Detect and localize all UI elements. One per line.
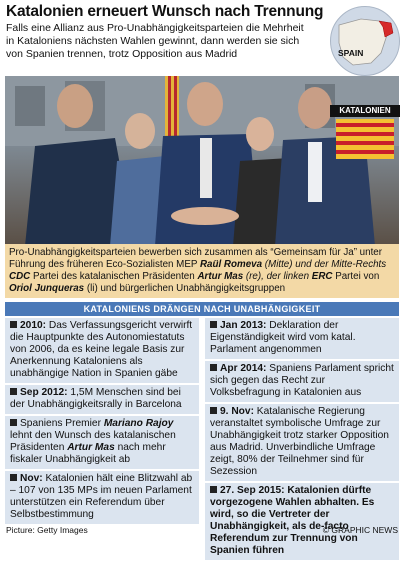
timeline-entry	[205, 318, 399, 359]
caption-text: Partei des katalanischen Präsidenten	[30, 271, 198, 282]
photo-caption	[5, 244, 399, 298]
caption-text: (re), der linken	[243, 271, 312, 282]
bullet-square-icon	[10, 388, 17, 395]
timeline-entry	[5, 318, 199, 383]
bullet-square-icon	[10, 419, 17, 426]
entry-date: Sep 2012:	[20, 387, 68, 398]
entry-date: 27. Sep 2015:	[220, 485, 285, 496]
timeline-entry	[5, 416, 199, 469]
entry-date: Jan 2013:	[220, 320, 267, 331]
entry-text: lehnt den Wunsch des katalanischen Präsidenten	[10, 430, 176, 453]
timeline-entry	[205, 483, 399, 560]
timeline-entry	[205, 404, 399, 481]
bullet-square-icon	[210, 321, 217, 328]
caption-text: Partei von	[332, 271, 380, 282]
bullet-square-icon	[10, 321, 17, 328]
entry-text: 1,5M Menschen sind bei der Unabhängigkeitsrally in Barcelona	[10, 387, 182, 410]
entry-date: 9. Nov:	[220, 406, 254, 417]
entry-name-mas: Artur Mas	[67, 442, 115, 453]
entry-text: Katalonien dürfte vorgezogene Wahlen abhalten. Es wird, so die Vertreter der Unabhängigkeit, als de-facto Referendum zur Trennung von Spanien führen	[210, 485, 375, 556]
entry-date: Nov:	[20, 473, 43, 484]
entry-text: Katalonien hält eine Blitzwahl ab – 107 von 135 MPs im neuen Parlament unterstützen ein Referendum über Selbstbestimmung	[10, 473, 193, 520]
entry-date: 2010:	[20, 320, 47, 331]
catalan-flag-icon	[336, 119, 394, 159]
caption-party-cdc: CDC	[9, 271, 31, 282]
caption-name-mas: Artur Mas	[197, 271, 244, 282]
bullet-square-icon	[210, 364, 217, 371]
katalonien-label: KATALONIEN	[330, 105, 400, 117]
entry-name-rajoy: Mariano Rajoy	[103, 418, 174, 429]
picture-credit: Picture: Getty Images	[6, 525, 88, 535]
spain-map-icon	[331, 7, 400, 76]
intro-text: Falls eine Allianz aus Pro-Unabhängigkeitsparteien die Mehrheit in Kataloniens nächsten Wahlen gewinnt, dann werden sie sich von Spanien trennen, trotz Opposition aus Madrid	[6, 22, 304, 60]
photo-politicians	[5, 76, 399, 246]
entry-text: Katalanische Regierung veranstaltet symbolische Umfrage zur Unabhängigkeit trotz starker Opposition aus Madrid. Unverbindliche Umfrage zeigt, 80% der Teilnehmer sind für Sezession	[210, 406, 389, 477]
bullet-square-icon	[210, 407, 217, 414]
caption-party-erc: ERC	[311, 271, 333, 282]
caption-name-junqueras: Oriol Junqueras	[9, 283, 85, 294]
entry-text: Das Verfassungsgericht verwirft die Hauptpunkte des Autonomiestatuts von 2006, da es keine legale Basis zur Anerkennung Kataloniens als unabhängige Nation in Spanien gäbe	[10, 320, 193, 379]
entry-text: Spaniens Premier	[20, 418, 104, 429]
timeline-entry	[205, 361, 399, 402]
spain-label: SPAIN	[338, 48, 364, 58]
caption-text: (li) und bürgerlichen Unabhängigkeitsgruppen	[84, 283, 286, 294]
entry-text: Deklaration der Eigenständigkeit wird vom katal. Parlament angenommen	[210, 320, 356, 355]
caption-name-romeva: Raül Romeva	[199, 259, 263, 270]
entry-text: Spaniens Parlament spricht sich gegen das Recht zur Volksbefragung in Katalonien aus	[210, 363, 394, 398]
caption-text: Pro-Unabhängigkeitsparteien bewerben sich zusammen als “Gemeinsam für Ja” unter Führung des früheren Eco-Sozialisten MEP	[9, 247, 383, 270]
bullet-square-icon	[10, 474, 17, 481]
page-title: Katalonien erneuert Wunsch nach Trennung	[6, 3, 324, 20]
bullet-square-icon	[210, 486, 217, 493]
entry-text: nach mehr fiskaler Unabhängigkeit ab	[10, 442, 166, 465]
timeline-left-column	[5, 318, 199, 526]
graphic-news-credit: © GRAPHIC NEWS	[322, 525, 398, 535]
caption-text: (Mitte) und der Mitte-Rechts	[262, 259, 387, 270]
section-title: KATALONIENS DRÄNGEN NACH UNABHÄNGIGKEIT	[5, 302, 399, 316]
timeline-entry	[5, 471, 199, 524]
timeline-entry	[5, 385, 199, 414]
entry-date: Apr 2014:	[220, 363, 267, 374]
locator-map	[330, 6, 400, 76]
